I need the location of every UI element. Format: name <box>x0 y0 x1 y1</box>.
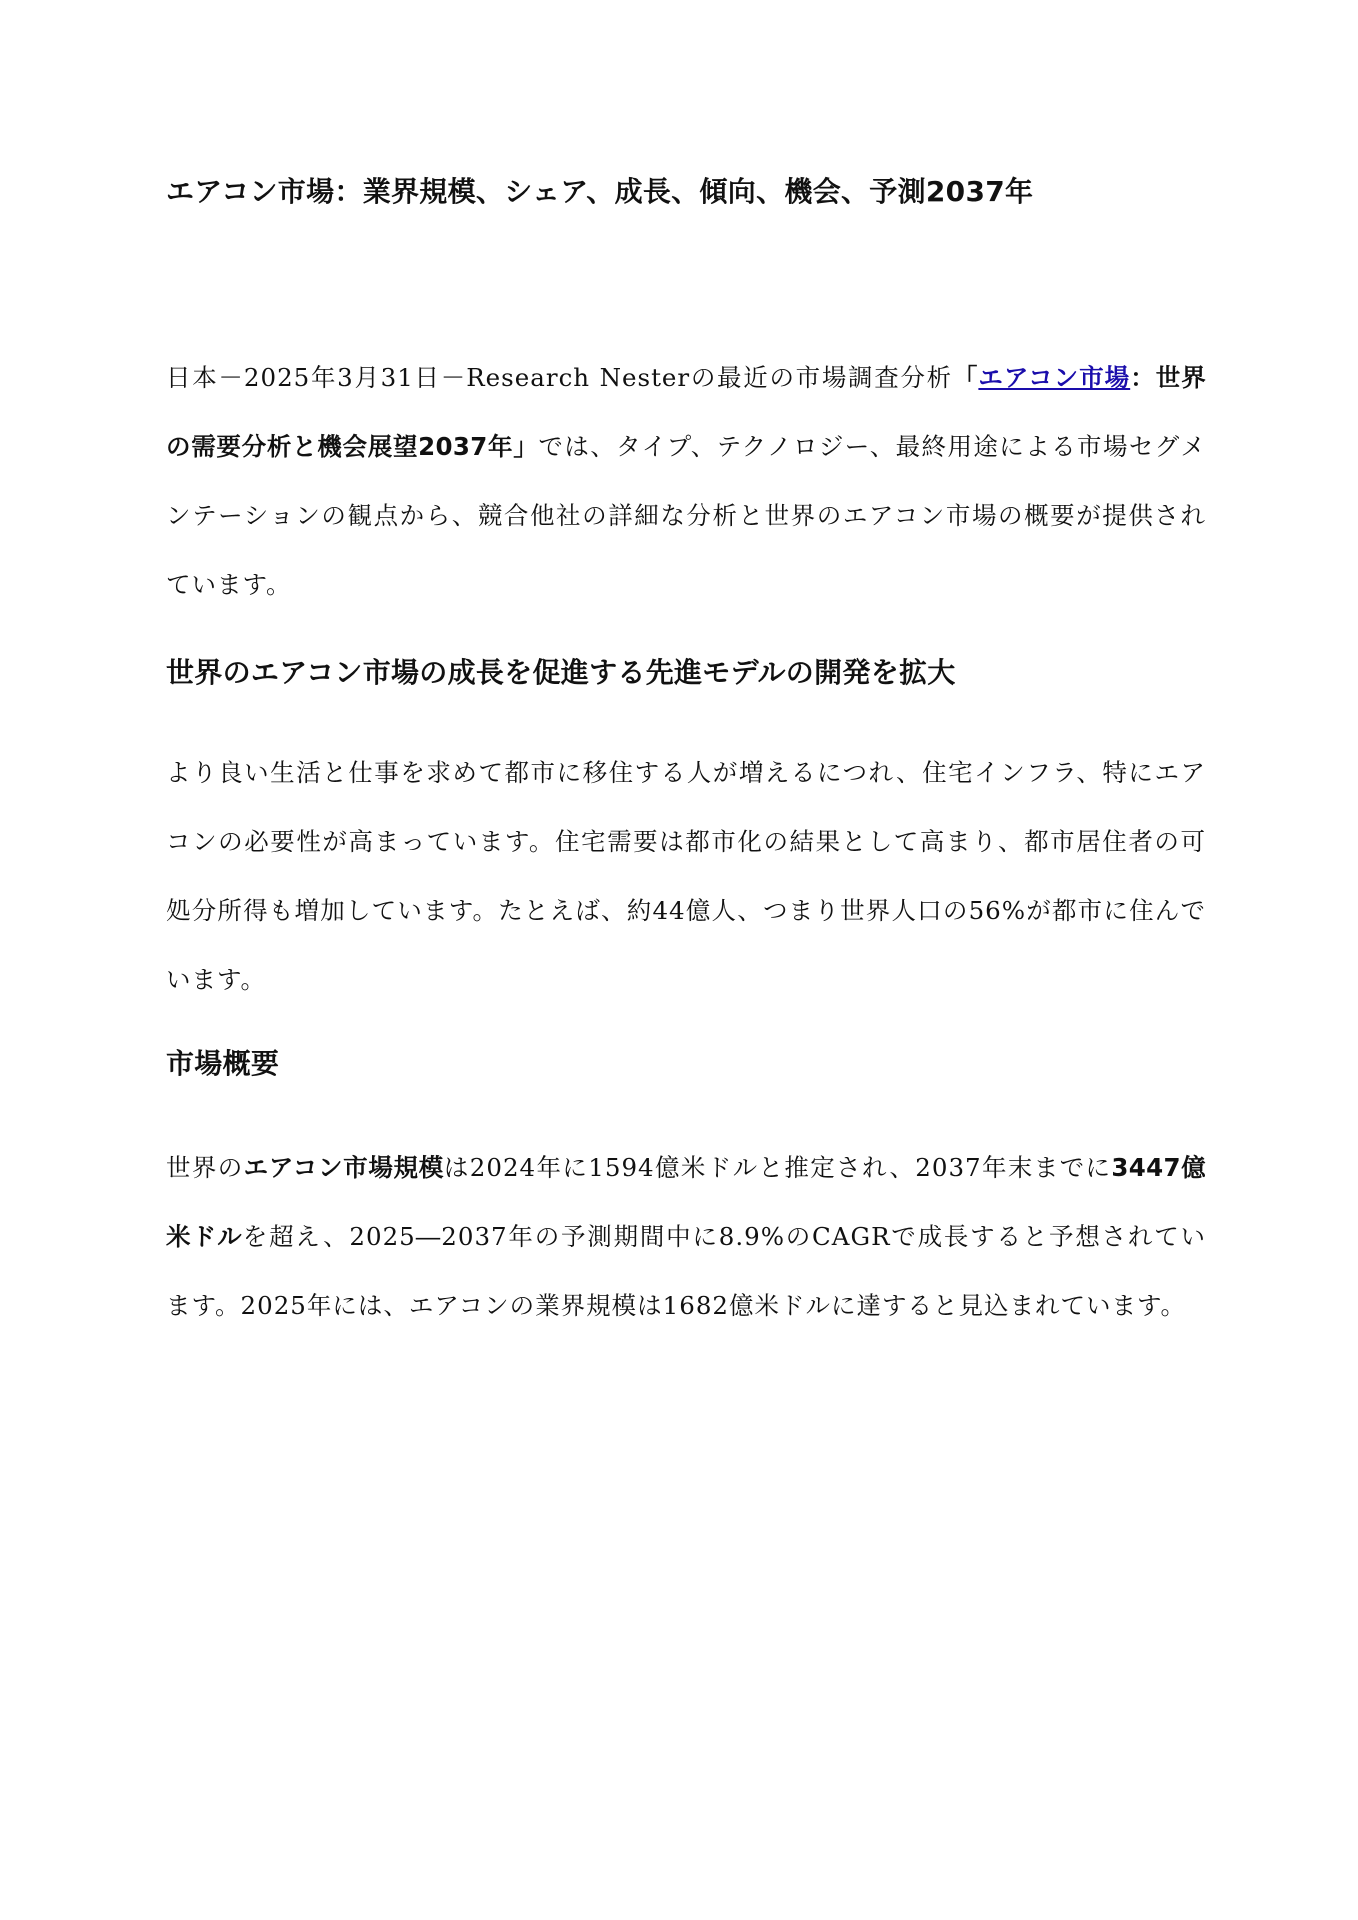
overview-text-3: を超え、2025―2037年の予測期間中に8.9%のCAGRで成長すると予想されています。2025年には、エアコンの業界規模は1682億米ドルに達すると見込まれています。 <box>166 1222 1206 1320</box>
overview-bold-market-size: エアコン市場規模 <box>243 1153 444 1182</box>
growth-paragraph: より良い生活と仕事を求めて都市に移住する人が増えるにつれ、住宅インフラ、特にエアコンの必要性が高まっています。住宅需要は都市化の結果として高まり、都市居住者の可処分所得も増加しています。たとえば、約44億人、つまり世界人口の56%が都市に住んでいます。 <box>166 758 1207 994</box>
intro-lead-text: 日本－2025年3月31日－Research Nesterの最近の市場調査分析 <box>166 363 953 392</box>
section-heading-overview: 市場概要 <box>166 1047 280 1080</box>
section-heading-growth: 世界のエアコン市場の成長を促進する先進モデルの開発を拡大 <box>166 656 956 689</box>
report-link[interactable]: エアコン市場 <box>978 363 1131 392</box>
intro-paragraph <box>166 343 1206 619</box>
intro-open-quote: 「 <box>952 363 979 392</box>
intro-close-quote: 」 <box>513 432 539 461</box>
overview-text-1: 世界の <box>166 1153 244 1182</box>
overview-paragraph <box>166 1133 1206 1340</box>
overview-text-2: は2024年に1594億米ドルと推定され、2037年末までに <box>443 1153 1112 1182</box>
page-title: エアコン市場：業界規模、シェア、成長、傾向、機会、予測2037年 <box>166 175 1034 208</box>
report-title-rest: ：世界の需要分析と機会展望2037年 <box>166 363 1206 461</box>
intro-tail-text: では、タイプ、テクノロジー、最終用途による市場セグメンテーションの観点から、競合他社の詳細な分析と世界のエアコン市場の概要が提供されています。 <box>166 432 1206 599</box>
overview-bold-forecast-value: 3447億米ドル <box>166 1153 1206 1251</box>
